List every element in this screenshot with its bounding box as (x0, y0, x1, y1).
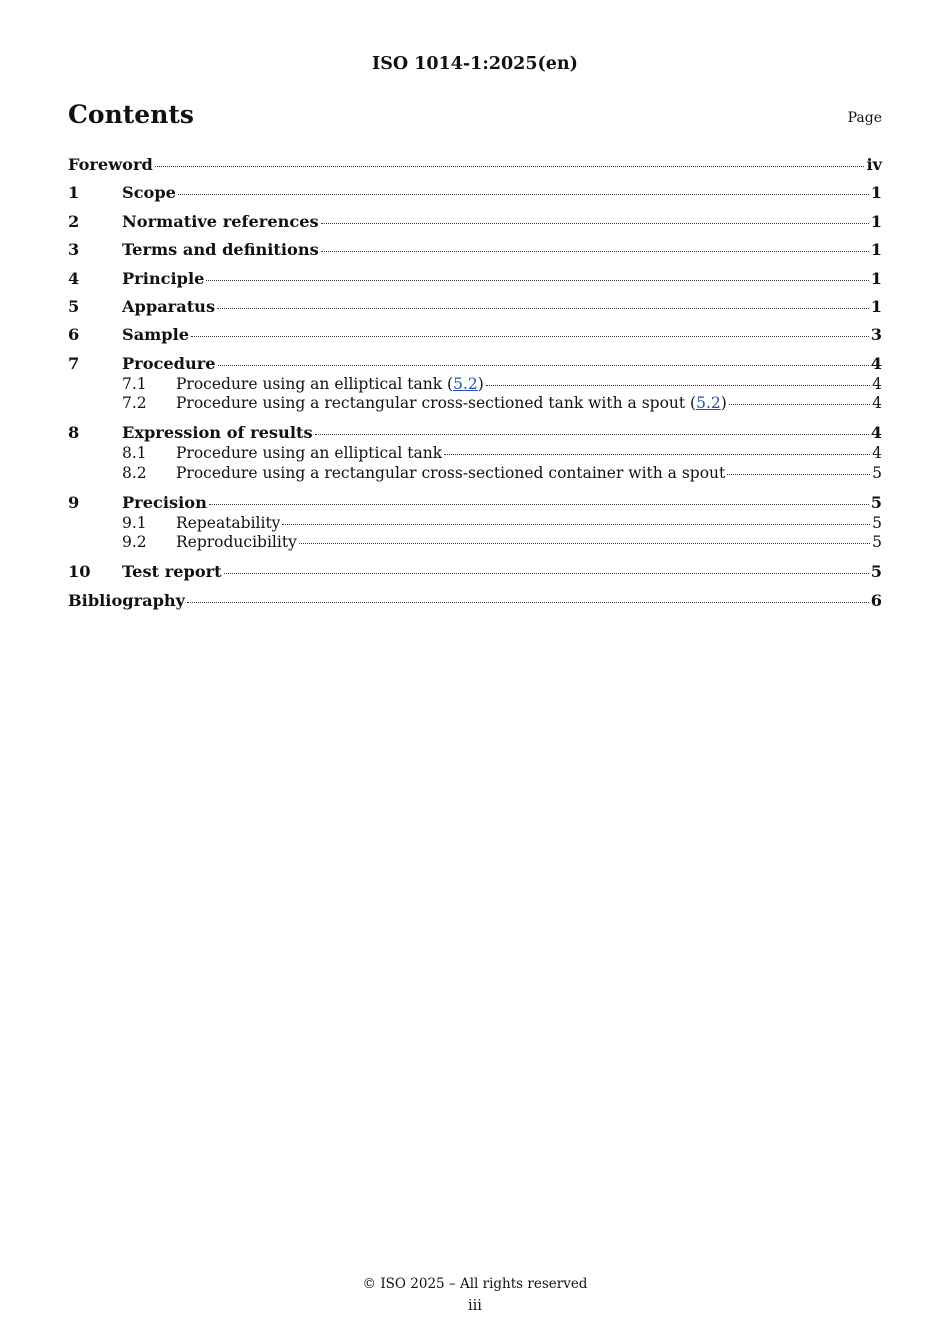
dot-leader (321, 251, 869, 252)
toc-title: Procedure using a rectangular cross-sectioned container with a spout (176, 463, 726, 482)
toc-title: Foreword (68, 155, 153, 174)
page-number: iii (468, 1298, 482, 1314)
toc-page: 1 (870, 211, 882, 231)
toc-entry-principle[interactable] (68, 268, 882, 296)
toc-title: Bibliography (68, 590, 186, 610)
toc-number: 2 (68, 211, 80, 231)
dot-leader (206, 280, 868, 281)
toc-title: Expression of results (122, 423, 313, 443)
toc-title: Principle (122, 268, 205, 288)
page-column-label: Page (847, 110, 882, 126)
toc-title: Precision (122, 492, 207, 512)
toc-entry-terms-and-definitions[interactable] (68, 239, 882, 267)
toc-entry-repeatability[interactable] (68, 514, 882, 534)
toc-title: Procedure (122, 353, 216, 373)
toc-page: 4 (870, 423, 882, 443)
copyright-notice: © ISO 2025 – All rights reserved (362, 1276, 588, 1292)
dot-leader (315, 434, 869, 435)
toc-number: 9.1 (122, 513, 147, 532)
toc-title: Procedure using an elliptical tank (176, 444, 443, 463)
clause-reference-link[interactable]: 5.2 (453, 374, 478, 393)
toc-entry-scope[interactable] (68, 182, 882, 210)
toc-title: Terms and definitions (122, 240, 319, 260)
toc-title: Procedure using an elliptical tank (5.2) (176, 374, 484, 393)
toc-entry-procedure-elliptical-tank[interactable] (68, 375, 882, 395)
toc-number: 4 (68, 268, 80, 288)
toc-title: Apparatus (122, 296, 216, 316)
toc-entry-reproducibility[interactable] (68, 533, 882, 561)
toc-number: 6 (68, 325, 80, 345)
dot-leader (191, 336, 869, 337)
toc-page: 4 (872, 444, 882, 463)
toc-page: 1 (870, 296, 882, 316)
toc-entry-sample[interactable] (68, 324, 882, 352)
toc-number: 7.2 (122, 394, 147, 413)
toc-title: Sample (122, 325, 190, 345)
toc-entry-procedure[interactable] (68, 353, 882, 375)
toc-number: 3 (68, 240, 80, 260)
toc-number: 9 (68, 492, 80, 512)
toc-entry-test-report[interactable] (68, 561, 882, 589)
dot-leader (217, 308, 869, 309)
toc-title: Normative references (122, 211, 319, 231)
toc-page: 5 (870, 492, 882, 512)
dot-leader (187, 602, 869, 603)
dot-leader (209, 504, 869, 505)
toc-page: 5 (870, 562, 882, 582)
toc-page: 4 (872, 374, 882, 393)
toc-number: 7.1 (122, 374, 147, 393)
toc-page: 1 (870, 183, 882, 203)
toc-title: Repeatability (176, 513, 281, 532)
toc-entry-procedure-rectangular-tank[interactable] (68, 394, 882, 422)
dot-leader (218, 365, 869, 366)
dot-leader (178, 194, 869, 195)
toc-number: 8.1 (122, 444, 147, 463)
toc-title: Scope (122, 183, 176, 203)
toc-page: 1 (870, 268, 882, 288)
toc-number: 9.2 (122, 533, 147, 552)
toc-entry-foreword[interactable] (68, 154, 882, 182)
toc-number: 5 (68, 296, 80, 316)
page-title: Contents (68, 100, 195, 129)
dot-leader (224, 573, 869, 574)
toc-number: 8 (68, 423, 80, 443)
dot-leader (155, 166, 865, 167)
dot-leader (299, 543, 870, 544)
dot-leader (321, 223, 869, 224)
toc-title: Reproducibility (176, 533, 297, 552)
dot-leader (729, 404, 870, 405)
toc-entry-bibliography[interactable] (68, 590, 882, 618)
toc-entry-results-elliptical-tank[interactable] (68, 444, 882, 464)
toc-number: 1 (68, 183, 80, 203)
dot-leader (727, 474, 870, 475)
toc-page: 5 (872, 533, 882, 552)
toc-page: 1 (870, 240, 882, 260)
toc-entry-precision[interactable] (68, 492, 882, 514)
toc-page: 5 (872, 513, 882, 532)
dot-leader (444, 454, 870, 455)
toc-page: 5 (872, 463, 882, 482)
table-of-contents (68, 154, 882, 618)
dot-leader (486, 385, 870, 386)
document-id: ISO 1014-1:2025(en) (372, 54, 578, 74)
clause-reference-link[interactable]: 5.2 (696, 394, 721, 413)
toc-page: 6 (870, 590, 882, 610)
dot-leader (282, 524, 870, 525)
toc-number: 8.2 (122, 463, 147, 482)
toc-entry-apparatus[interactable] (68, 296, 882, 324)
toc-number: 10 (68, 562, 91, 582)
toc-number: 7 (68, 353, 80, 373)
toc-title: Procedure using a rectangular cross-sectioned tank with a spout (5.2) (176, 394, 727, 413)
toc-page: iv (866, 155, 882, 174)
toc-entry-results-rectangular-container[interactable] (68, 464, 882, 492)
toc-page: 4 (872, 394, 882, 413)
toc-entry-expression-of-results[interactable] (68, 422, 882, 444)
toc-title: Test report (122, 562, 222, 582)
toc-entry-normative-references[interactable] (68, 211, 882, 239)
toc-page: 4 (870, 353, 882, 373)
toc-page: 3 (870, 325, 882, 345)
